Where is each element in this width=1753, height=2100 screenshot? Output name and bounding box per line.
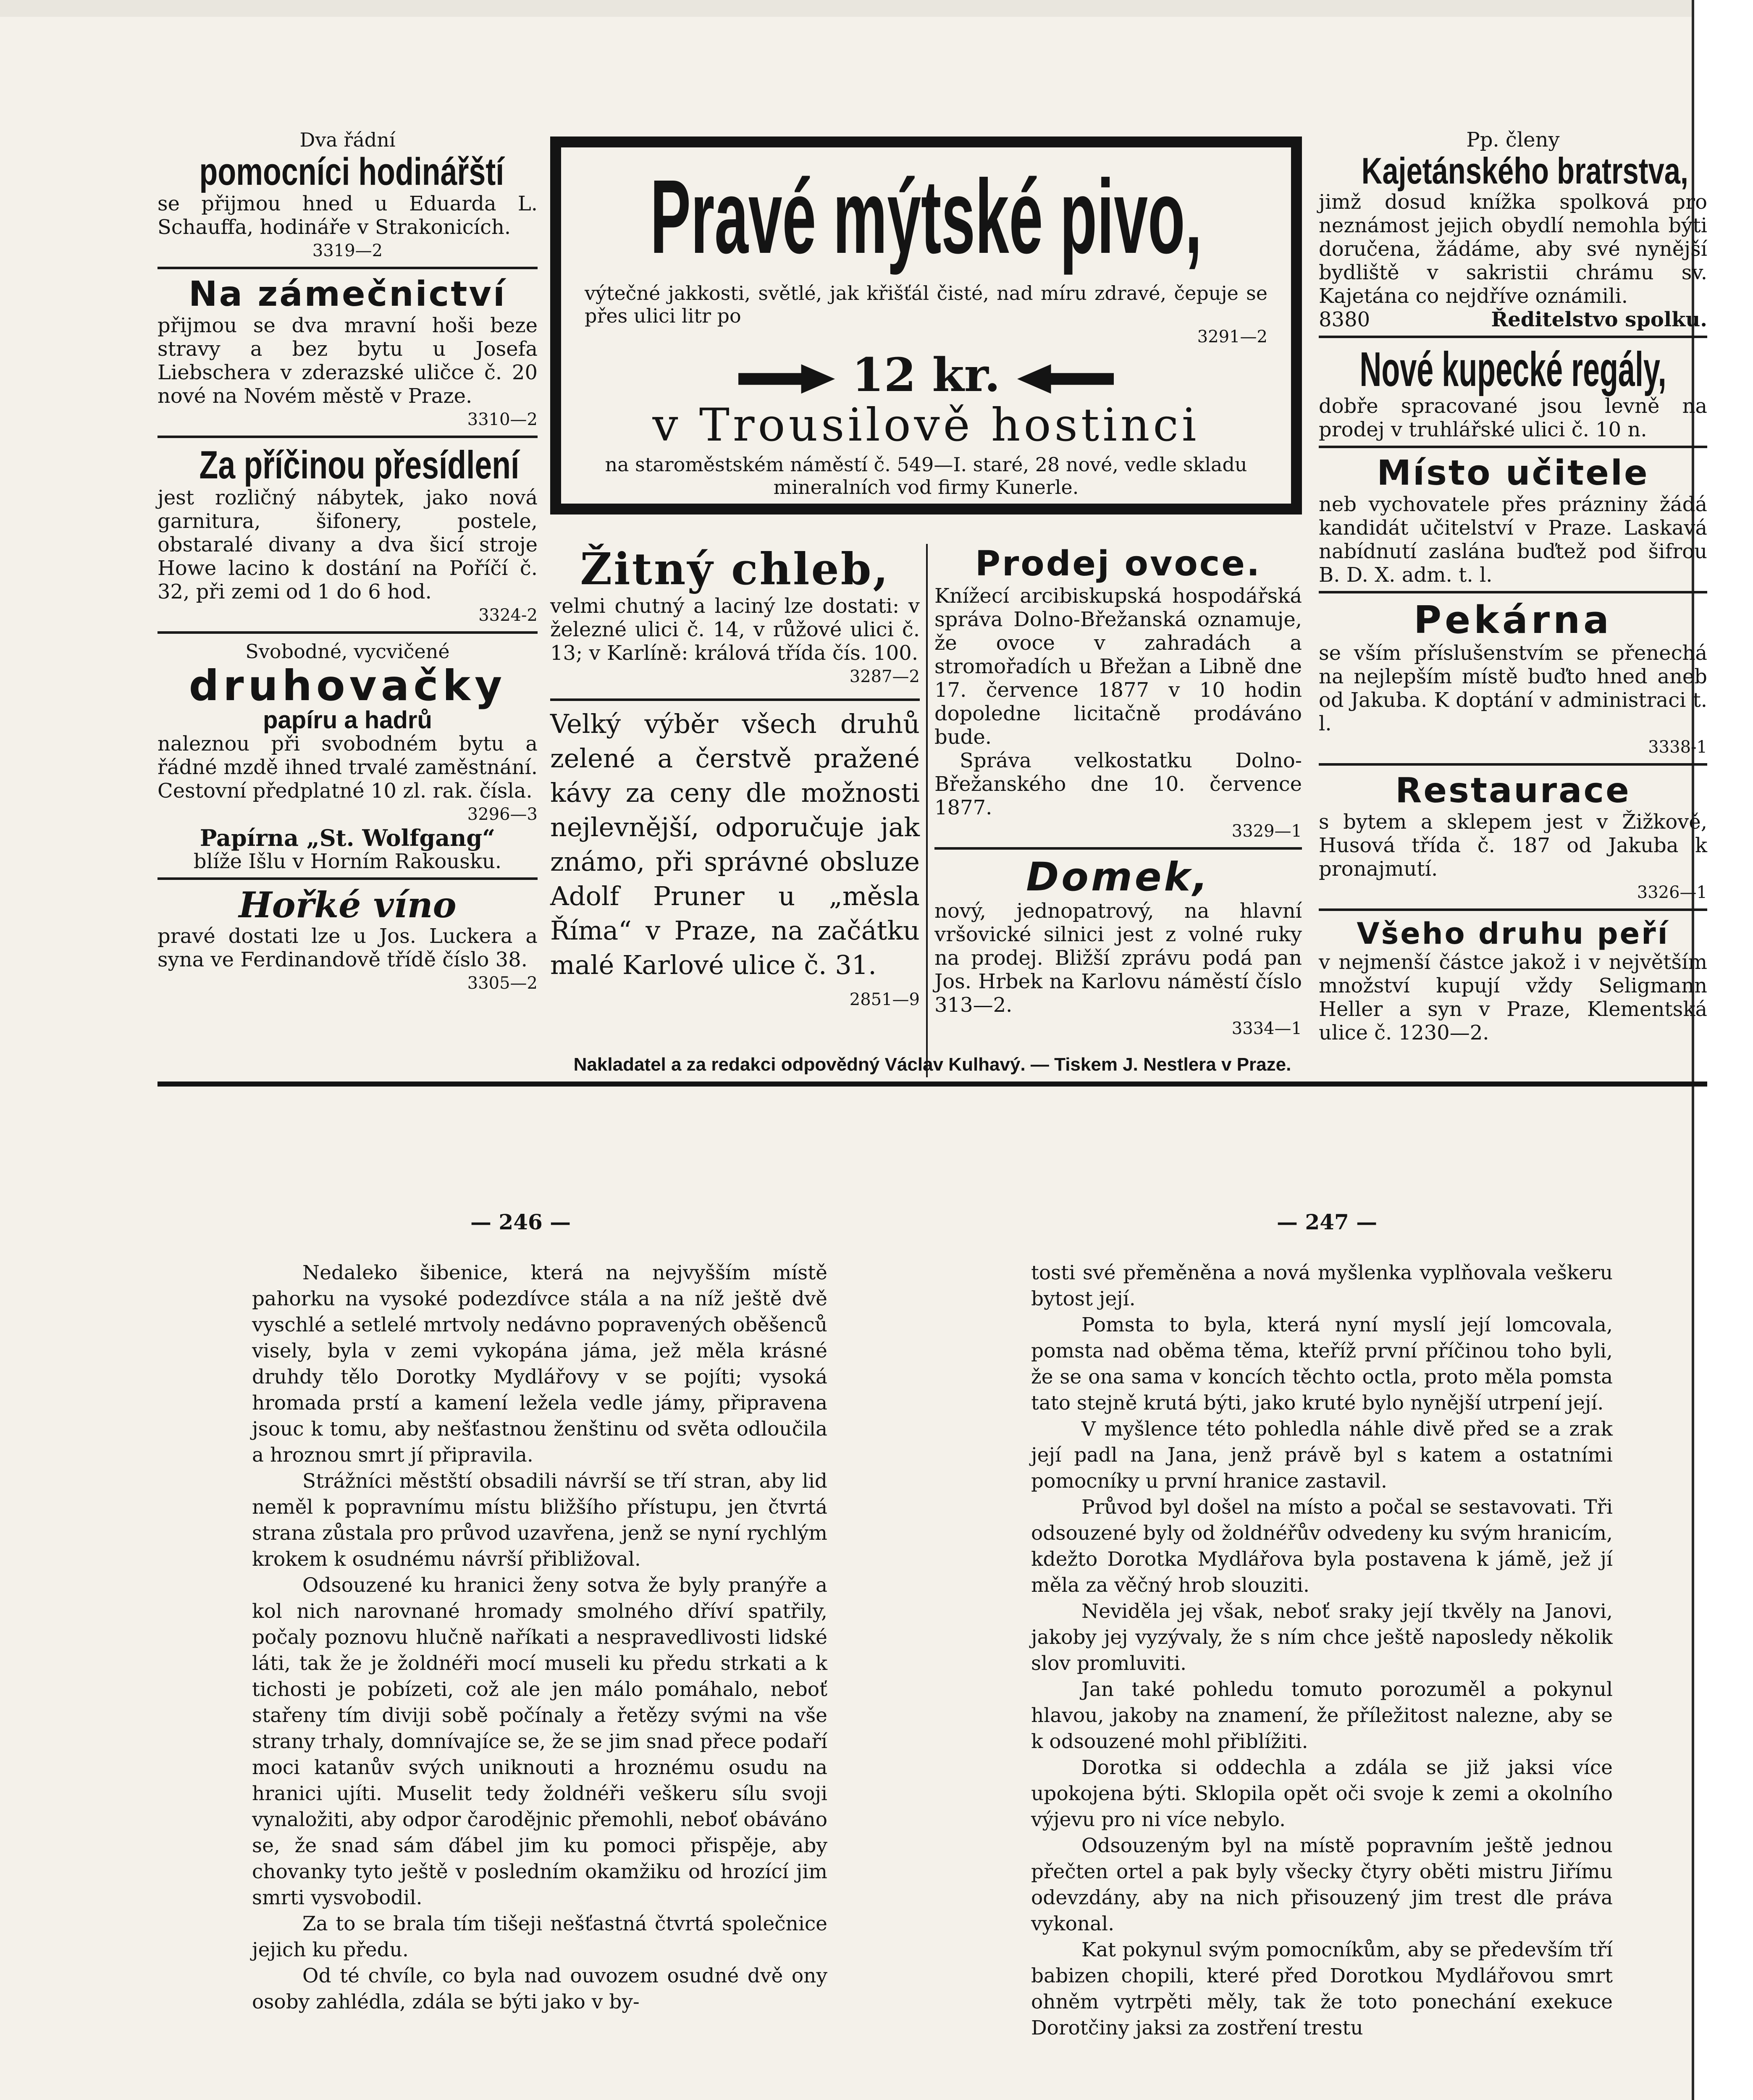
ad-pivo-price-line	[585, 350, 1268, 400]
ad-regaly-title: Nové kupecké regály,	[1359, 342, 1666, 396]
ads-left-column	[157, 128, 538, 995]
ad-ovoce	[934, 544, 1302, 843]
ad-zamecnictvi-body: přijmou se dva mravní hoši beze stravy a bez bytu u Josefa Liebschera v zderazské uličce č. 20 nové na Novém městě v Praze.	[157, 314, 538, 408]
paragraph: Od té chvíle, co byla nad ouvozem osudné dvě ony osoby zahlédla, zdála se býti jako v by-	[252, 1964, 827, 2013]
ad-restaurace-num: 3326—1	[1637, 883, 1707, 902]
ad-kava	[550, 707, 920, 1017]
ad-ucitel-body: neb vychovatele přes prázniny žádá kandidát učitelství v Praze. Laskavá nabídnutí zaslána buďtež pod šifrou B. D. X. adm. t. l.	[1319, 493, 1707, 587]
ad-vino	[157, 886, 538, 995]
ad-pivo-price: 12 kr.	[852, 348, 1000, 402]
paragraph: Kat pokynul svým pomocníkům, aby se především tří babizen chopili, které před Dorotkou Mydlářovou smrt ohněm vytrpěti měly, tak že toto ponechání exekuce Dorotčiny jaksi za zostření trestu	[1031, 1938, 1613, 2040]
divider	[157, 436, 538, 438]
divider	[934, 847, 1302, 850]
ad-vino-title: Hořké víno	[239, 884, 457, 926]
ad-druhovacky-sub: papíru a hadrů	[263, 706, 432, 734]
divider	[1319, 591, 1707, 593]
paragraph: Strážníci městští obsadili návrší se tří stran, aby lid neměl k popravnímu místu bližšího přístupu, jen čtvrtá strana zůstala pro průvod uzavřena, jenž se nyní rychlým krokem k osudnému návrší přibližoval.	[252, 1470, 827, 1571]
ad-hodinar-body: se přijmou hned u Eduarda L. Schauffa, hodináře v Strakonicích.	[157, 192, 538, 239]
ad-zamecnictvi	[157, 275, 538, 431]
ad-domek-body: nový, jednopatrový, na hlavní vršovické silnici jest z volné ruky na prodej. Bližší zprávu podá pan Jos. Hrbek na Karlovu náměstí číslo 313—2.	[934, 899, 1302, 1017]
paragraph: Průvod byl došel na místo a počal se sestavovati. Tři odsouzené byly od žoldnéřův odvedeny ku svým hranicím, kdežto Dorotka Mydlářova byla postavena k jámě, jež jí měla za věčný hrob slouziti.	[1031, 1496, 1613, 1597]
ad-domek-title: Domek,	[1026, 854, 1210, 900]
divider	[550, 698, 920, 701]
ad-domek	[934, 856, 1302, 1040]
ad-chleb	[550, 544, 920, 688]
ad-vino-num: 3305—2	[467, 974, 538, 993]
divider	[157, 877, 538, 880]
ad-vino-body: pravé dostati lze u Jos. Luckera a syna ve Ferdinandově třídě číslo 38.	[157, 924, 538, 971]
ad-kava-body: Velký výběr všech druhů zelené a čerstvě pražené kávy za ceny dle možnosti nejlevnější, odporučuje jak známo, při správné obsluze Adolf Pruner u „měsla Říma“ v Praze, na začátku malé Karlové ulice č. 31.	[550, 709, 920, 980]
ad-restaurace	[1319, 772, 1707, 904]
page-top-edge	[0, 0, 1694, 17]
ad-druhovacky-body: naleznou při svobodném bytu a řádné mzdě ihned trvalé zaměstnání. Cestovní předplatné 10 zl. rak. čísla.	[157, 732, 538, 803]
advertisement-section	[157, 128, 1707, 1086]
ad-ucitel-title: Místo učitele	[1377, 453, 1649, 493]
ad-domek-num: 3334—1	[1231, 1019, 1302, 1038]
book-page-left	[252, 1260, 827, 2015]
paragraph: V myšlence této pohledla náhle divě před se a zrak její padl na Jana, jenž právě byl s katem a ostatními pomocníky u první hranice zastavil.	[1031, 1418, 1613, 1493]
paragraph: tosti své přeměněna a nová myšlenka vyplňovala veškeru bytost její.	[1031, 1261, 1613, 1310]
pointing-hand-icon	[1017, 364, 1114, 394]
ad-hodinar-title: pomocníci hodinářští	[199, 150, 504, 193]
ad-pivo-num: 3291—2	[1197, 327, 1268, 346]
ad-hodinar-pre: Dva řádní	[299, 129, 396, 151]
ad-restaurace-title: Restaurace	[1395, 771, 1631, 811]
page-number-right: — 247 —	[1277, 1210, 1378, 1234]
ad-regaly	[1319, 344, 1707, 441]
ad-chleb-num: 3287—2	[849, 667, 920, 686]
ad-bratrstvo-body: jimž dosud knížka spolková pro neznámost jejich obydlí nemohla býti doručena, žádáme, aby své nynější bydliště v sakristii chrámu sv. Kajetána co nejdříve oznámili.	[1319, 190, 1707, 308]
ads-middle-left	[550, 544, 920, 1017]
divider	[1319, 908, 1707, 911]
divider	[157, 267, 538, 269]
column-divider	[926, 544, 928, 1077]
ad-pekarna-num: 3338-1	[1648, 738, 1707, 757]
ad-presidleni	[157, 444, 538, 627]
ad-peri-title: Všeho druhu peří	[1357, 916, 1669, 951]
ad-druhovacky-place: blíže Išlu v Horním Rakousku.	[193, 850, 502, 873]
paragraph: Dorotka si oddechla a zdála se již jaksi více upokojena býti. Sklopila opět oči svoje k zemi a okolního výjevu pro ni více nebylo.	[1031, 1756, 1613, 1831]
ad-bratrstvo-footer	[1319, 308, 1707, 331]
ads-middle-right	[934, 544, 1302, 1040]
ad-zamecnictvi-num: 3310—2	[467, 410, 538, 429]
ad-ucitel	[1319, 454, 1707, 587]
paragraph: Neviděla jej však, neboť sraky její tkvěly na Janovi, jakoby jej vyzývaly, že s ním chce ještě naposledy několik slov promluviti.	[1031, 1600, 1613, 1675]
ad-druhovacky-title: druhovačky	[189, 661, 506, 710]
divider	[1319, 763, 1707, 766]
paragraph: Odsouzené ku hranici ženy sotva že byly pranýře a kol nich narovnané hromady smolného dříví spatřily, počaly poznovu hlučně naříkati a nespravedlivosti lidské láti, tak že je žoldnéři mocí museli ku předu strkati a k tichosti je pobízeti, což ale jen málo pomáhalo, neboť stařeny tím diviji sobě počínaly a řetězy svými na vše strany trhaly, domnívajíce se, že se jim snad přece podaří moci katanův svých uniknouti a hroznému osudu na hranici ujíti. Muselit tedy žoldnéři veškeru sílu svoji vynaložiti, aby odpor čarodějnic přemohli, neboť obáváno se, že snad sám ďábel jim ku pomoci přispěje, aby chovanky tyto ještě v posledním okamžiku od hrozící jim smrti vysvobodil.	[252, 1574, 827, 1909]
paragraph: Jan také pohledu tomuto porozuměl a pokynul hlavou, jakoby na znamení, že příležitost nalezne, aby se k odsouzené mohl přiblížiti.	[1031, 1678, 1613, 1753]
ad-ovoce-body2: Správa velkostatku Dolno-Břežanského dne 10. července 1877.	[934, 749, 1302, 819]
book-page-right	[1031, 1260, 1613, 2041]
paragraph: Nedaleko šibenice, která na nejvyšším místě pahorku na vysoké podezdívce stála a na níž ještě dvě vyschlé a setlelé mrtvoly nedávno popravených oběšenců visely, byla v zemi vykopána jáma, jež měla krásné druhdy tělo Dorotky Mydlářovy v se pojíti; vysoká hromada prstí a kamení ležela vedle jámy, připravena jsouc k tomu, aby nešťastnou ženštinu od světa odloučila a hroznou smrt jí připravila.	[252, 1261, 827, 1467]
ad-chleb-title: Žitný chleb,	[580, 543, 890, 595]
ad-druhovacky	[157, 640, 538, 873]
ad-bratrstvo-title: Kajetánského bratrstva,	[1361, 150, 1688, 192]
ad-druhovacky-num: 3296—3	[467, 805, 538, 824]
ad-ovoce-title: Prodej ovoce.	[975, 544, 1262, 584]
ad-bratrstvo-pre: Pp. členy	[1466, 128, 1560, 152]
ad-pekarna-body: se vším příslušenstvím se přenechá na nejlepším místě buďto hned aneb od Jakuba. K doptání v administraci t. l.	[1319, 641, 1707, 735]
ad-bratrstvo	[1319, 128, 1707, 331]
publisher-footer: Nakladatel a za redakci odpovědný Václav Kulhavý. — Tiskem J. Nestlera v Praze.	[573, 1054, 1291, 1075]
ad-ovoce-num: 3329—1	[1231, 822, 1302, 841]
ad-ovoce-body: Knížecí arcibiskupská hospodářská správa Dolno-Břežanská oznamuje, že ovoce v zahradách a stromořadích u Břežan a Libně dne 17. července 1877 v 10 hodin dopoledne licitačně prodáváno bude.	[934, 584, 1302, 749]
paragraph: Za to se brala tím tišeji nešťastná čtvrtá společnice jejich ku předu.	[252, 1912, 827, 1961]
divider	[1319, 336, 1707, 338]
ad-peri-body: v nejmenší částce jakož i v největším množství kupují vždy Seligmann Heller a syn v Praze, Klementská ulice č. 1230—2.	[1319, 950, 1707, 1045]
ad-druhovacky-pre: Svobodné, vycvičené	[245, 640, 450, 663]
ad-pivo-body: výtečné jakkosti, světlé, jak křišťál čisté, nad míru zdravé, čepuje se přes ulici litr po	[585, 282, 1268, 327]
footer-rule	[157, 1082, 1707, 1087]
ad-pekarna-title: Pekárna	[1414, 598, 1612, 642]
ad-kava-num: 2851—9	[849, 990, 920, 1009]
ads-right-column	[1319, 128, 1707, 1045]
ad-restaurace-body: s bytem a sklepem jest v Žižkově, Husová třída č. 187 od Jakuba k pronajmutí.	[1319, 810, 1707, 881]
page-number-left: — 246 —	[470, 1210, 571, 1234]
ad-peri	[1319, 917, 1707, 1045]
ad-pivo-venue: v Trousilově hostinci	[652, 399, 1200, 452]
ad-pekarna	[1319, 599, 1707, 759]
ad-bratrstvo-num: 8380	[1319, 308, 1370, 331]
ad-hodinar	[157, 128, 538, 262]
ad-regaly-body: dobře spracované jsou levně na prodej v truhlářské ulici č. 10 n.	[1319, 394, 1707, 441]
ad-pivo	[550, 136, 1302, 514]
ad-presidleni-title: Za příčinou přesídlení	[199, 443, 520, 487]
paragraph: Odsouzeným byl na místě popravním ještě jednou přečten ortel a pak byly všecky čtyry oběti mistru Jiřímu odevzdány, aby na nich přisouzený jim trest dle práva vykonal.	[1031, 1834, 1613, 1935]
ad-presidleni-body: jest rozličný nábytek, jako nová garnitura, šifonery, postele, obstaralé divany a dva šicí stroje Howe lacino k dostání na Poříčí č. 32, při zemi od 1 do 6 hod.	[157, 486, 538, 604]
ad-hodinar-num: 3319—2	[312, 241, 383, 260]
ad-pivo-title: Pravé mýtské pivo,	[650, 158, 1202, 275]
ad-druhovacky-firm: Papírna „St. Wolfgang“	[199, 824, 496, 851]
ad-bratrstvo-sign: Ředitelstvo spolku.	[1491, 308, 1707, 331]
ad-pivo-address: na staroměstském náměstí č. 549—I. staré, 28 nové, vedle skladu mineralních vod firmy Kunerle.	[605, 453, 1247, 499]
divider	[1319, 446, 1707, 448]
pointing-hand-icon	[738, 364, 835, 394]
paragraph: Pomsta to byla, která nyní myslí její lomcovala, pomsta nad oběma těma, kteříž první příčinou toho byli, že se ona sama v koncích těchto octla, proto měla pomsta tato stejně krutá býti, jako kruté bylo nynější utrpení její.	[1031, 1313, 1613, 1415]
ad-presidleni-num: 3324-2	[478, 606, 538, 625]
ad-zamecnictvi-title: Na zámečnictví	[188, 274, 507, 314]
divider	[157, 631, 538, 634]
ad-chleb-body: velmi chutný a laciný lze dostati: v železné ulici č. 14, v růžové ulici č. 13; v Karlíně: králová třída čís. 100.	[550, 594, 920, 665]
